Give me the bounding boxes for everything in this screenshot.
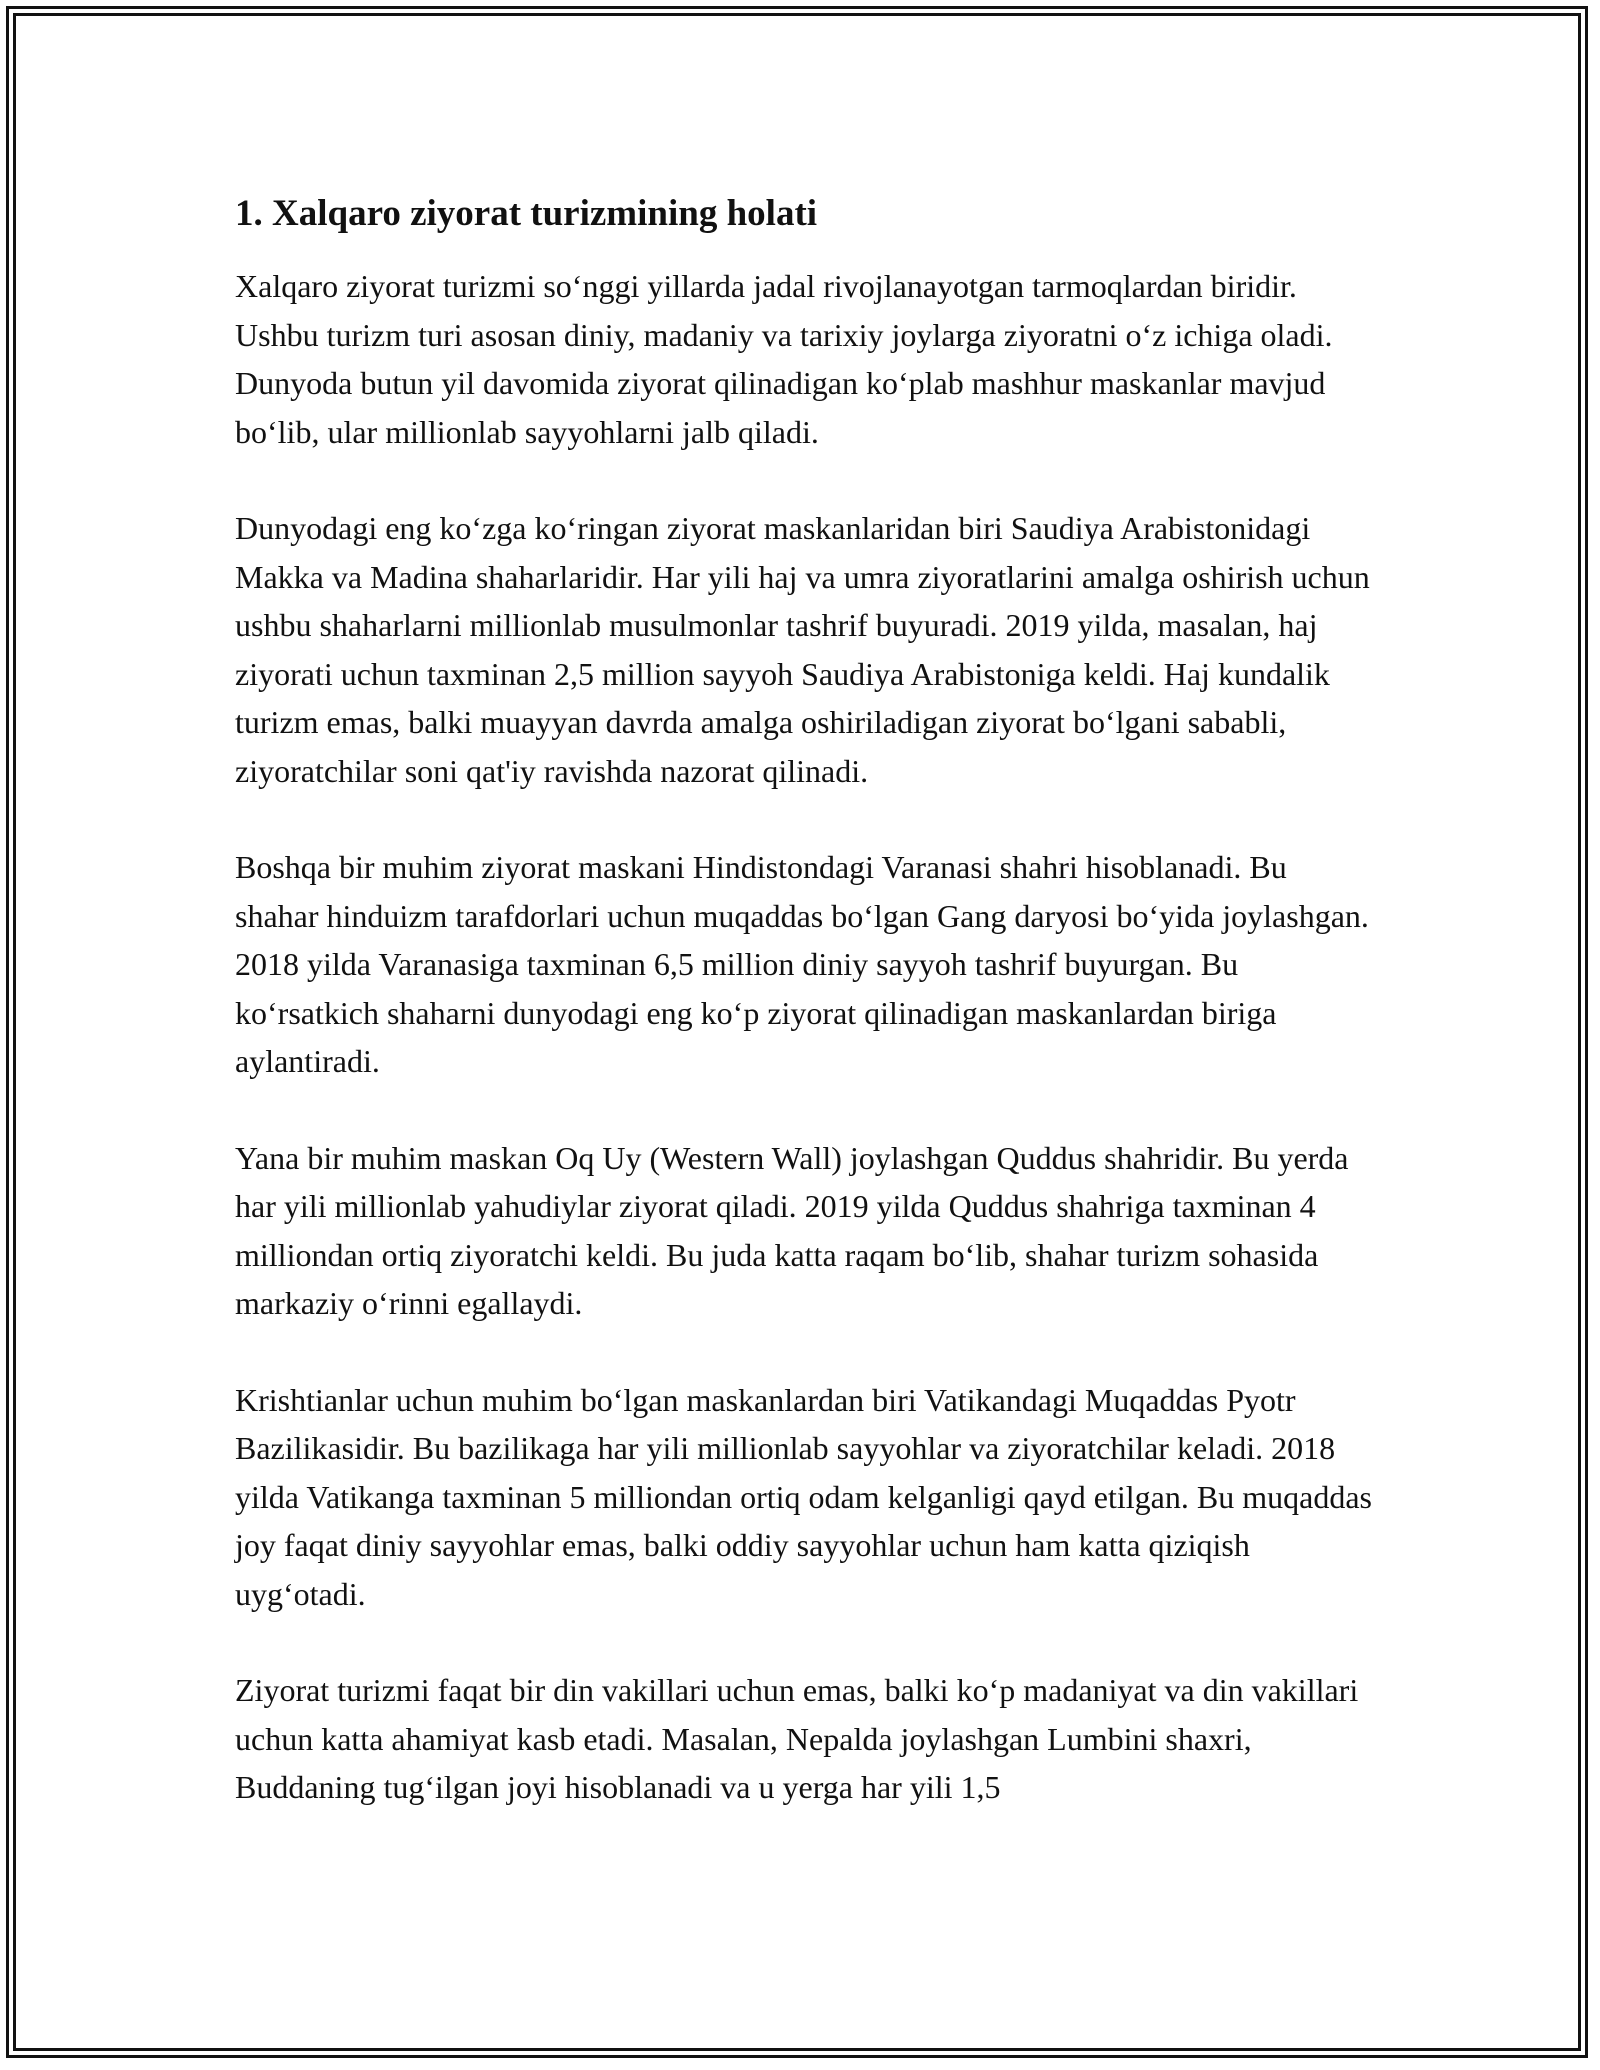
section-heading: 1. Xalqaro ziyorat turizmining holati — [235, 193, 818, 234]
paragraph-varanasi: Boshqa bir muhim ziyorat maskani Hindistondagi Varanasi shahri hisoblanadi. Bu shahar hinduizm tarafdorlari uchun muqaddas bo‘lgan Gang daryosi bo‘yida joylashgan. 2018 yilda Varanasiga taxminan 6,5 million diniy sayyoh tashrif buyurgan. Bu ko‘rsatkich shaharni dunyodagi eng ko‘p ziyorat qilinadigan maskanlardan biriga aylantiradi. — [235, 849, 1369, 1079]
document-body — [235, 190, 1375, 1860]
paragraph-vatikan: Krishtianlar uchun muhim bo‘lgan maskanlardan biri Vatikandagi Muqaddas Pyotr Bazilikasidir. Bu bazilikaga har yili millionlab sayyohlar va ziyoratchilar keladi. 2018 yilda Vatikanga taxminan 5 milliondan ortiq odam kelganligi qayd etilgan. Bu muqaddas joy faqat diniy sayyohlar emas, balki oddiy sayyohlar uchun ham katta qiziqish uyg‘otadi. — [235, 1381, 1372, 1612]
paragraph-makka-madina: Dunyodagi eng ko‘zga ko‘ringan ziyorat maskanlaridan biri Saudiya Arabistonidagi Makka va Madina shaharlaridir. Har yili haj va umra ziyoratlarini amalga oshirish uchun ushbu shaharlarni millionlab musulmonlar tashrif buyuradi. 2019 yilda, masalan, haj ziyorati uchun taxminan 2,5 million sayyoh Saudiya Arabistoniga keldi. Haj kundalik turizm emas, balki muayyan davrda amalga oshiriladigan ziyorat bo‘lgani sababli, ziyoratchilar soni qat'iy ravishda nazorat qilinadi. — [235, 510, 1370, 789]
paragraph-lumbini: Ziyorat turizmi faqat bir din vakillari uchun emas, balki ko‘p madaniyat va din vakillari uchun katta ahamiyat kasb etadi. Masalan, Nepalda joylashgan Lumbini shaxri, Buddaning tug‘ilgan joyi hisoblanadi va u yerga har yili 1,5 — [235, 1672, 1359, 1805]
paragraph-intro: Xalqaro ziyorat turizmi so‘nggi yillarda jadal rivojlanayotgan tarmoqlardan biridir. Ushbu turizm turi asosan diniy, madaniy va tarixiy joylarga ziyoratni o‘z ichiga oladi. Dunyoda butun yil davomida ziyorat qilinadigan ko‘plab mashhur maskanlar mavjud bo‘lib, ular millionlab sayyohlarni jalb qiladi. — [235, 268, 1333, 450]
paragraph-quddus: Yana bir muhim maskan Oq Uy (Western Wall) joylashgan Quddus shahridir. Bu yerda har yili millionlab yahudiylar ziyorat qiladi. 2019 yilda Quddus shahriga taxminan 4 milliondan ortiq ziyoratchi keldi. Bu juda katta raqam bo‘lib, shahar turizm sohasida markaziy o‘rinni egallaydi. — [235, 1139, 1349, 1321]
